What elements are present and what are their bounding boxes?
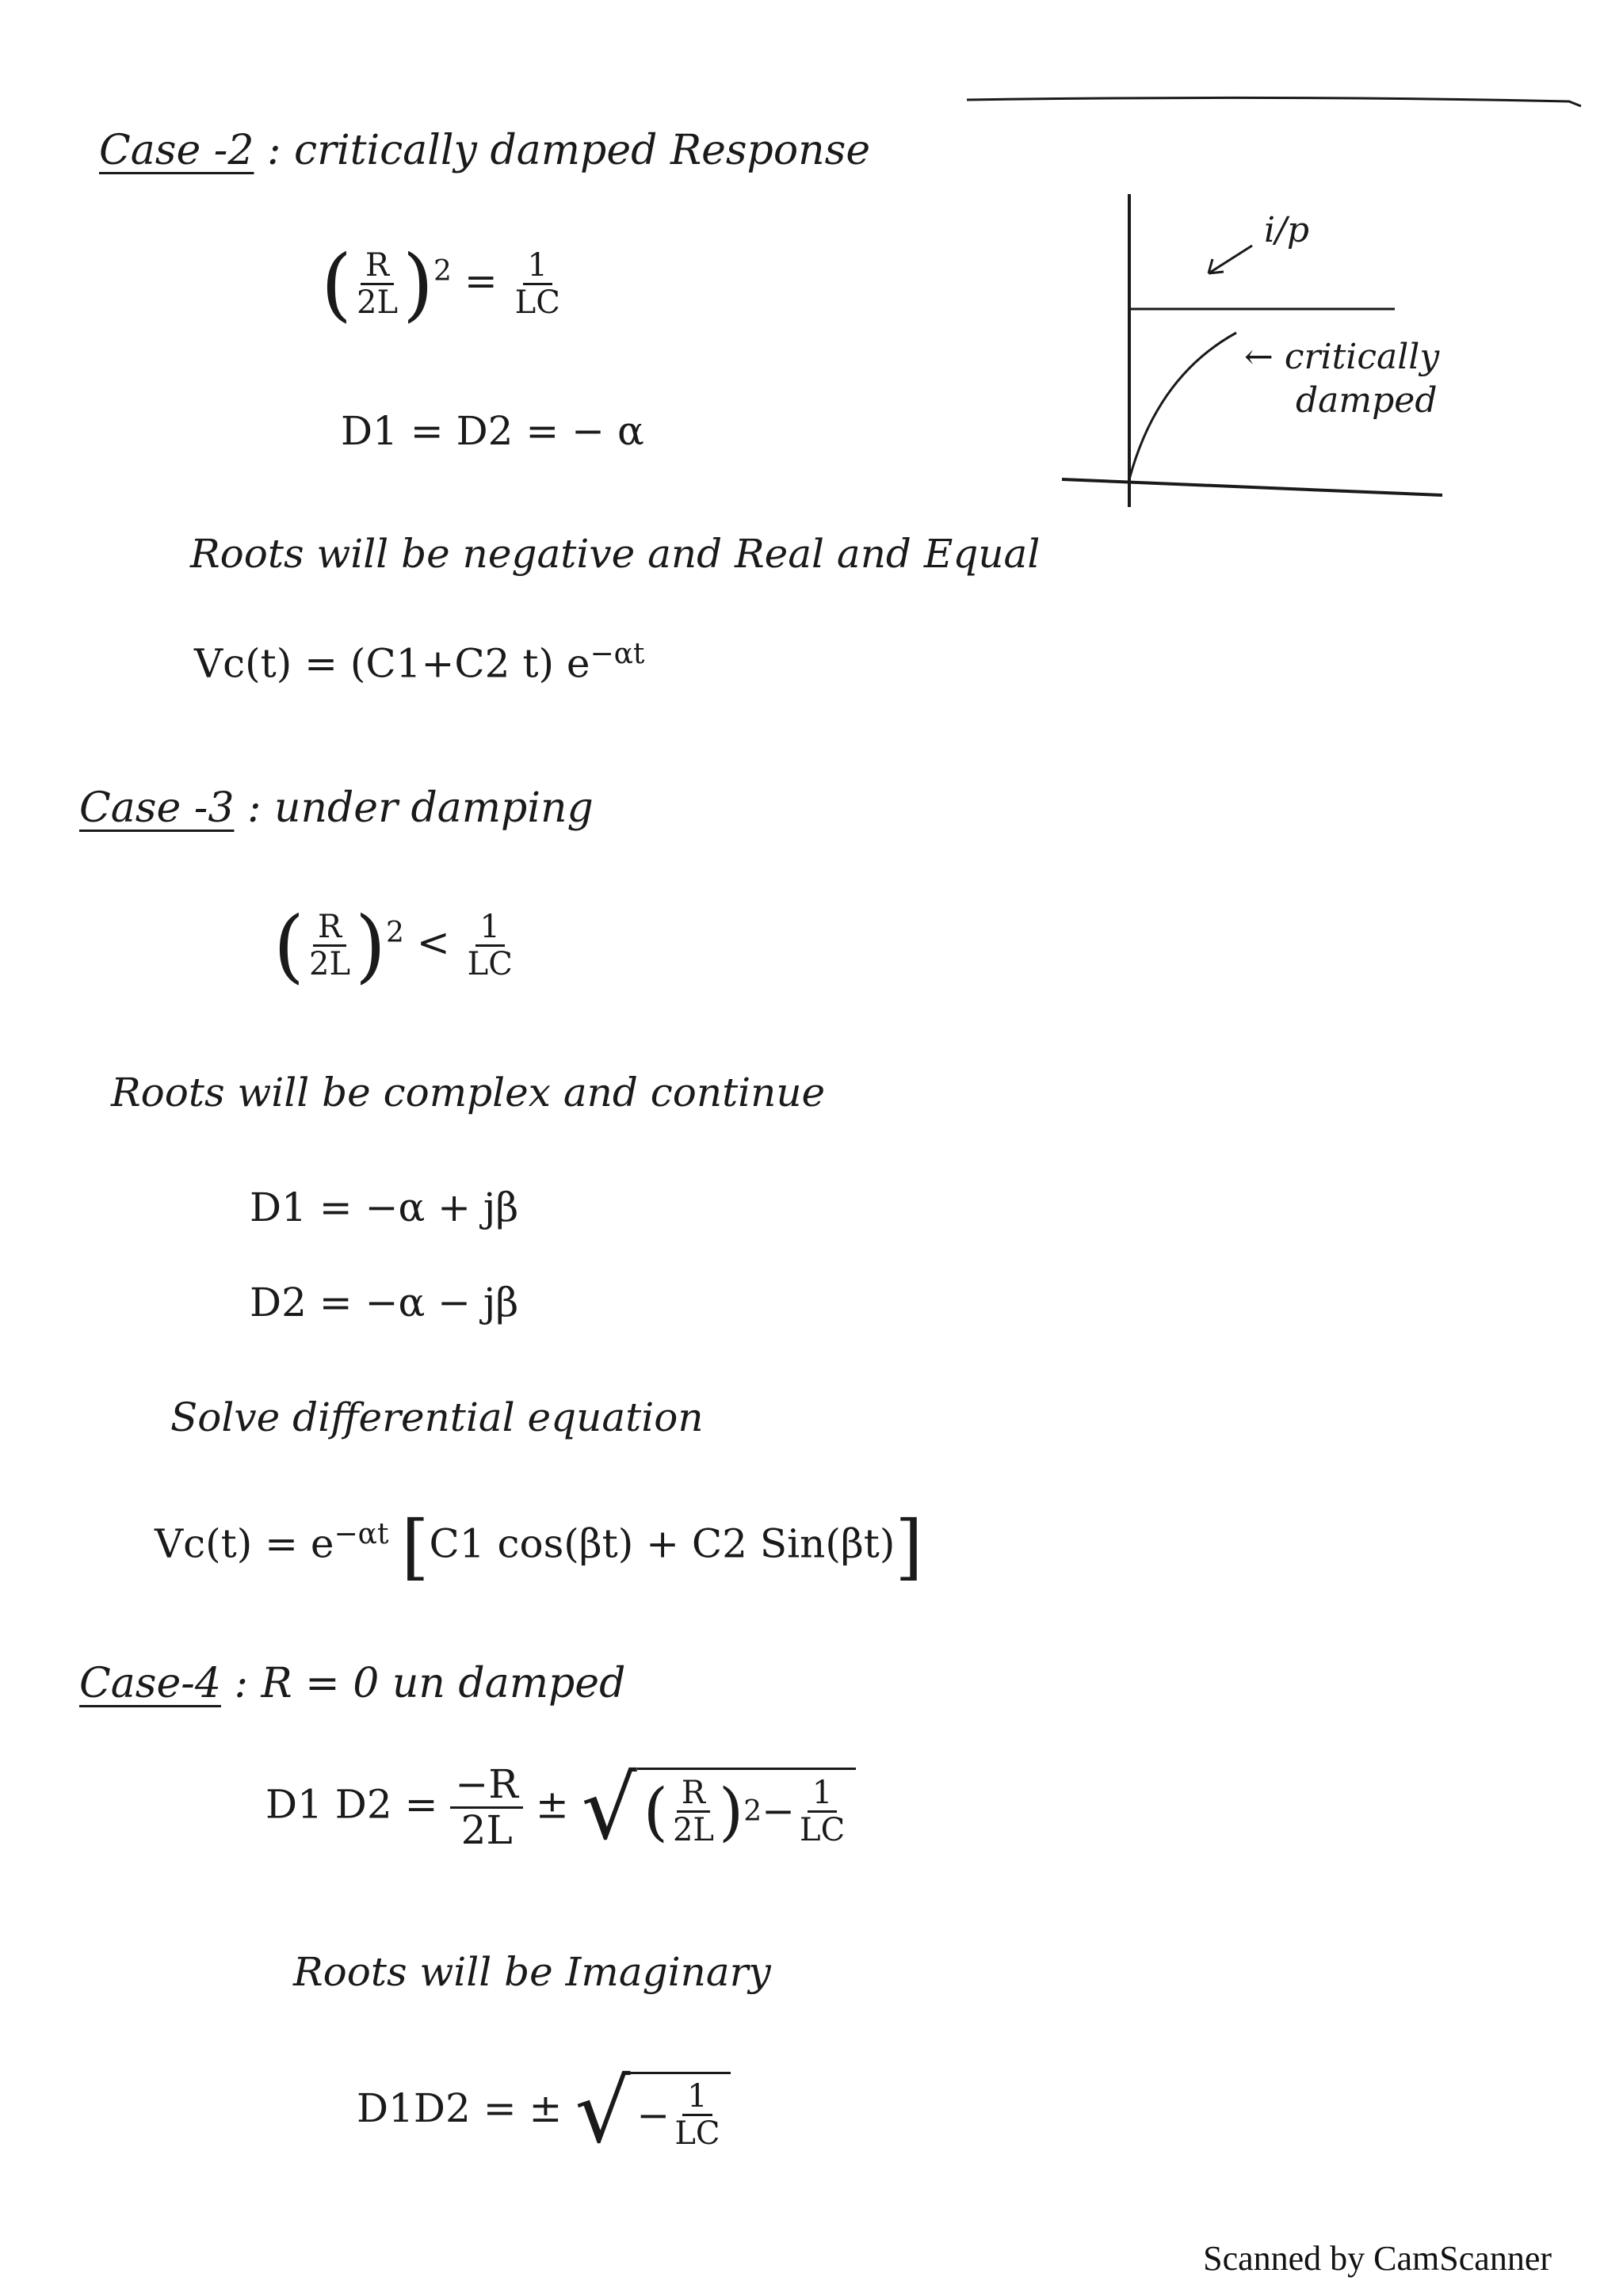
case4-heading: Case-4 : R = 0 un damped xyxy=(79,1660,626,1707)
graph-curve-label-2: damped xyxy=(1296,380,1438,421)
graph-input-label: i/p xyxy=(1264,210,1310,250)
case3-solve: Solve differential equation xyxy=(170,1394,704,1440)
scanner-watermark: Scanned by CamScanner xyxy=(1203,2239,1552,2278)
top-rule xyxy=(967,93,1585,109)
sqrt-symbol: √ ( $\frac{R}{2L}$ ) 2 − $\frac{1}{LC}$ xyxy=(582,1764,857,1852)
case3-vc-equation: $Vc(t) = e^{-\alpha t}$ [C1 cos(βt) + C2 Sin(βt)] xyxy=(155,1505,923,1589)
case3-root2: D2 = −α − jβ xyxy=(250,1280,519,1325)
case2-title: critically damped Response xyxy=(294,127,871,174)
case3-root1: D1 = −α + jβ xyxy=(250,1184,519,1230)
case4-note: Roots will be Imaginary xyxy=(293,1949,771,1995)
case2-condition: ( $\frac{R}{2L}$ )$^2$ = $\frac{1}{LC}$ xyxy=(321,238,560,330)
graph-curve-label-1: ← critically xyxy=(1244,337,1440,377)
case4-label: Case-4 xyxy=(79,1660,221,1707)
case3-note: Roots will be complex and continue xyxy=(111,1070,826,1116)
case4-title: R = 0 un damped xyxy=(261,1660,626,1707)
case3-heading: Case -3 : under damping xyxy=(79,784,594,832)
critically-damped-graph xyxy=(1054,186,1466,519)
case3-label: Case -3 xyxy=(79,784,235,832)
case3-condition: ( $\frac{R}{2L}$ )$^2$ < $\frac{1}{LC}$ xyxy=(273,899,513,992)
case2-note: Roots will be negative and Real and Equal xyxy=(190,531,1041,577)
case2-label: Case -2 xyxy=(99,127,254,174)
case2-roots: D1 = D2 = − α xyxy=(341,408,644,454)
case3-title: under damping xyxy=(274,784,594,832)
case2-heading: Case -2 : critically damped Response xyxy=(99,127,871,174)
case4-roots: D1 D2 = $\frac{-R}{2L}$ ± √ ( $\frac{R}{2L}$ ) 2 − $\frac{1}{LC}$ xyxy=(265,1763,856,1852)
case2-vc-equation: Vc(t) = (C1+C2 t) $e^{-\alpha t}$ xyxy=(194,638,645,687)
case4-final: D1D2 = ± √ − $\frac{1}{LC}$ xyxy=(357,2068,731,2155)
